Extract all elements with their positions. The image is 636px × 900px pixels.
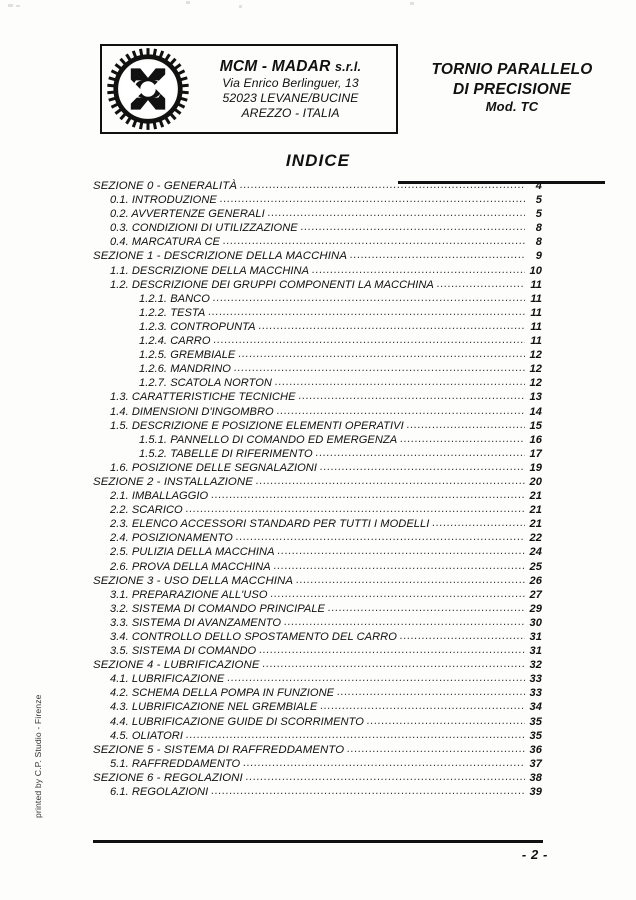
product-title-line-1: TORNIO PARALLELO bbox=[431, 61, 593, 78]
toc-leader-dots bbox=[296, 575, 525, 586]
toc-entry-label: 1.5.2. TABELLE DI RIFERIMENTO bbox=[139, 447, 313, 460]
company-identity-box bbox=[100, 44, 398, 134]
toc-entry-label: SEZIONE 3 - USO DELLA MACCHINA bbox=[93, 574, 294, 587]
toc-leader-dots bbox=[263, 659, 525, 670]
toc-entry-page: 12 bbox=[529, 377, 542, 390]
toc-entry-page: 11 bbox=[530, 292, 542, 305]
toc-entry-label: SEZIONE 0 - GENERALITÀ bbox=[93, 180, 237, 192]
toc-leader-dots bbox=[214, 335, 525, 346]
toc-entry[interactable] bbox=[110, 632, 542, 646]
toc-entry-page: 13 bbox=[529, 391, 542, 404]
toc-entry-label: 2.2. SCARICO bbox=[110, 504, 183, 517]
toc-entry[interactable] bbox=[110, 392, 542, 406]
toc-entry-page: 8 bbox=[535, 222, 542, 235]
product-title-block bbox=[404, 60, 620, 115]
toc-entry-page: 35 bbox=[529, 729, 542, 742]
toc-entry-label: 3.1. PREPARAZIONE ALL'USO bbox=[110, 588, 268, 601]
toc-leader-dots bbox=[240, 180, 525, 191]
toc-leader-dots bbox=[236, 532, 525, 543]
toc-leader-dots bbox=[320, 701, 525, 712]
toc-leader-dots bbox=[213, 293, 525, 304]
toc-entry[interactable] bbox=[139, 350, 542, 364]
toc-entry-label: SEZIONE 4 - LUBRIFICAZIONE bbox=[93, 659, 260, 672]
footer-divider-rule bbox=[93, 840, 543, 843]
toc-entry-label: 0.3. CONDIZIONI DI UTILIZZAZIONE bbox=[110, 222, 298, 235]
toc-entry-label: 6.1. REGOLAZIONI bbox=[110, 786, 209, 799]
toc-leader-dots bbox=[277, 406, 525, 417]
toc-entry[interactable] bbox=[110, 717, 542, 731]
toc-entry[interactable] bbox=[139, 449, 542, 463]
toc-leader-dots bbox=[211, 490, 525, 501]
toc-entry[interactable] bbox=[93, 660, 542, 674]
toc-leader-dots bbox=[312, 265, 525, 276]
toc-leader-dots bbox=[246, 772, 525, 783]
toc-entry-page: 26 bbox=[529, 574, 542, 587]
company-address-line-2: 52023 LEVANE/BUCINE bbox=[222, 91, 359, 106]
toc-leader-dots bbox=[186, 730, 525, 741]
toc-leader-dots bbox=[432, 518, 525, 529]
toc-entry[interactable] bbox=[139, 322, 542, 336]
toc-entry-page: 12 bbox=[529, 363, 542, 376]
toc-leader-dots bbox=[274, 561, 525, 572]
toc-leader-dots bbox=[400, 434, 525, 445]
toc-entry[interactable] bbox=[110, 547, 542, 561]
toc-entry-label: SEZIONE 2 - INSTALLAZIONE bbox=[93, 475, 253, 488]
company-name: MCM - MADAR s.r.l. bbox=[219, 57, 362, 75]
toc-entry-page: 10 bbox=[529, 264, 542, 277]
scan-artifact bbox=[16, 5, 20, 7]
toc-entry[interactable] bbox=[139, 364, 542, 378]
toc-entry-label: 3.2. SISTEMA DI COMANDO PRINCIPALE bbox=[110, 602, 325, 615]
toc-leader-dots bbox=[299, 391, 525, 402]
toc-entry[interactable] bbox=[93, 576, 542, 590]
toc-entry-page: 22 bbox=[529, 532, 542, 545]
toc-entry[interactable] bbox=[110, 195, 542, 209]
toc-entry-label: 1.5.1. PANNELLO DI COMANDO ED EMERGENZA bbox=[139, 433, 398, 446]
toc-entry[interactable] bbox=[110, 421, 542, 435]
toc-leader-dots bbox=[407, 420, 525, 431]
toc-entry-label: 4.2. SCHEMA DELLA POMPA IN FUNZIONE bbox=[110, 687, 335, 700]
toc-entry-page: 11 bbox=[530, 306, 542, 319]
toc-leader-dots bbox=[238, 349, 525, 360]
toc-entry-label: 1.2.2. TESTA bbox=[139, 306, 206, 319]
toc-entry[interactable] bbox=[93, 745, 542, 759]
toc-entry-page: 11 bbox=[530, 278, 542, 291]
toc-entry[interactable] bbox=[139, 308, 542, 322]
toc-leader-dots bbox=[208, 307, 525, 318]
toc-entry-page: 19 bbox=[529, 461, 542, 474]
toc-entry[interactable] bbox=[110, 407, 542, 421]
toc-entry-page: 24 bbox=[529, 546, 542, 559]
toc-entry-label: 0.4. MARCATURA CE bbox=[110, 236, 220, 249]
toc-entry[interactable] bbox=[110, 562, 542, 576]
toc-entry-label: 4.5. OLIATORI bbox=[110, 729, 183, 742]
toc-leader-dots bbox=[211, 786, 525, 797]
toc-entry-label: 1.2.4. CARRO bbox=[139, 335, 211, 348]
toc-leader-dots bbox=[367, 716, 525, 727]
toc-entry-label: 3.4. CONTROLLO DELLO SPOSTAMENTO DEL CARRO bbox=[110, 631, 397, 643]
toc-entry-page: 35 bbox=[529, 715, 542, 728]
toc-entry-page: 20 bbox=[529, 475, 542, 488]
toc-entry-page: 9 bbox=[535, 250, 542, 263]
toc-entry-label: 2.1. IMBALLAGGIO bbox=[110, 490, 209, 503]
toc-entry-label: 4.1. LUBRIFICAZIONE bbox=[110, 673, 225, 686]
toc-entry[interactable] bbox=[110, 209, 542, 223]
page-title: INDICE bbox=[285, 151, 351, 170]
toc-entry[interactable] bbox=[110, 646, 542, 660]
company-name-suffix: s.r.l. bbox=[334, 59, 362, 74]
toc-entry[interactable] bbox=[110, 280, 542, 294]
toc-leader-dots bbox=[400, 631, 525, 642]
toc-entry-label: 2.6. PROVA DELLA MACCHINA bbox=[110, 560, 271, 573]
toc-entry-label: 5.1. RAFFREDDAMENTO bbox=[110, 757, 241, 770]
toc-entry-label: 1.3. CARATTERISTICHE TECNICHE bbox=[110, 391, 296, 404]
toc-entry[interactable] bbox=[110, 702, 542, 716]
toc-entry-label: 3.5. SISTEMA DI COMANDO bbox=[110, 645, 257, 658]
toc-leader-dots bbox=[223, 236, 525, 247]
toc-entry-page: 11 bbox=[530, 335, 542, 348]
document-header bbox=[0, 44, 636, 140]
toc-entry-label: 1.5. DESCRIZIONE E POSIZIONE ELEMENTI OPERATIVI bbox=[110, 419, 404, 432]
footer-page-number: - 2 - bbox=[521, 847, 548, 862]
toc-leader-dots bbox=[259, 321, 525, 332]
printer-credit: printed by C.P. Studio - Firenze bbox=[33, 694, 43, 818]
scan-artifact bbox=[8, 4, 13, 7]
toc-entry[interactable] bbox=[110, 759, 542, 773]
toc-entry-label: 1.2.5. GREMBIALE bbox=[139, 349, 236, 362]
toc-entry[interactable] bbox=[110, 223, 542, 237]
toc-entry-label: 4.3. LUBRIFICAZIONE NEL GREMBIALE bbox=[110, 701, 318, 714]
toc-entry-page: 4 bbox=[535, 180, 542, 192]
toc-entry-page: 21 bbox=[529, 518, 542, 531]
toc-entry-label: SEZIONE 5 - SISTEMA DI RAFFREDDAMENTO bbox=[93, 743, 345, 756]
toc-entry-label: 1.2.1. BANCO bbox=[139, 292, 210, 305]
company-text-block bbox=[191, 57, 396, 122]
toc-entry[interactable] bbox=[139, 336, 542, 350]
toc-entry[interactable] bbox=[110, 491, 542, 505]
toc-entry[interactable] bbox=[93, 251, 542, 265]
toc-entry[interactable] bbox=[110, 266, 542, 280]
toc-entry-page: 14 bbox=[529, 405, 542, 418]
toc-entry-label: 1.2. DESCRIZIONE DEI GRUPPI COMPONENTI LA MACCHINA bbox=[110, 278, 434, 291]
company-address-line-3: AREZZO - ITALIA bbox=[241, 106, 340, 121]
toc-entry[interactable] bbox=[139, 294, 542, 308]
toc-entry-page: 5 bbox=[535, 194, 542, 207]
toc-entry-label: SEZIONE 6 - REGOLAZIONI bbox=[93, 771, 243, 784]
toc-entry[interactable] bbox=[93, 477, 542, 491]
toc-entry-page: 25 bbox=[529, 560, 542, 573]
toc-entry-page: 29 bbox=[529, 602, 542, 615]
toc-leader-dots bbox=[328, 603, 525, 614]
toc-entry[interactable] bbox=[93, 773, 542, 787]
toc-leader-dots bbox=[234, 363, 525, 374]
toc-entry-page: 5 bbox=[535, 208, 542, 221]
gear-monogram-logo-icon bbox=[105, 46, 191, 132]
toc-leader-dots bbox=[316, 448, 525, 459]
toc-leader-dots bbox=[278, 546, 525, 557]
toc-leader-dots bbox=[256, 476, 525, 487]
toc-entry-label: 1.6. POSIZIONE DELLE SEGNALAZIONI bbox=[110, 461, 317, 474]
toc-entry-label: 0.1. INTRODUZIONE bbox=[110, 194, 217, 207]
toc-entry[interactable] bbox=[110, 505, 542, 519]
toc-leader-dots bbox=[243, 758, 525, 769]
toc-leader-dots bbox=[320, 462, 525, 473]
toc-entry[interactable] bbox=[110, 519, 542, 533]
scan-artifact bbox=[186, 1, 190, 4]
toc-entry-page: 39 bbox=[529, 786, 542, 799]
toc-entry-page: 16 bbox=[529, 433, 542, 446]
toc-entry[interactable] bbox=[110, 604, 542, 618]
toc-entry[interactable] bbox=[93, 181, 542, 195]
toc-leader-dots bbox=[347, 744, 525, 755]
toc-leader-dots bbox=[268, 208, 525, 219]
toc-leader-dots bbox=[284, 617, 525, 628]
product-model: Mod. TC bbox=[485, 99, 539, 115]
toc-entry[interactable] bbox=[139, 378, 542, 392]
table-of-contents bbox=[93, 181, 542, 801]
toc-entry-page: 30 bbox=[529, 616, 542, 629]
toc-entry-page: 31 bbox=[529, 631, 542, 643]
company-address-line-1: Via Enrico Berlinguer, 13 bbox=[222, 75, 359, 90]
toc-entry-page: 33 bbox=[529, 687, 542, 700]
toc-entry-page: 17 bbox=[529, 447, 542, 460]
toc-entry-page: 38 bbox=[529, 771, 542, 784]
toc-entry[interactable] bbox=[110, 533, 542, 547]
toc-entry[interactable] bbox=[110, 674, 542, 688]
toc-entry-label: 4.4. LUBRIFICAZIONE GUIDE DI SCORRIMENTO bbox=[110, 715, 364, 728]
toc-entry-label: 1.1. DESCRIZIONE DELLA MACCHINA bbox=[110, 264, 310, 277]
toc-leader-dots bbox=[259, 645, 525, 656]
toc-entry[interactable] bbox=[110, 688, 542, 702]
toc-entry-page: 8 bbox=[535, 236, 542, 249]
toc-entry-label: 0.2. AVVERTENZE GENERALI bbox=[110, 208, 265, 221]
toc-leader-dots bbox=[437, 279, 525, 290]
toc-entry-page: 36 bbox=[529, 743, 542, 756]
toc-entry[interactable] bbox=[110, 463, 542, 477]
toc-entry-label: 2.3. ELENCO ACCESSORI STANDARD PER TUTTI I MODELLI bbox=[110, 518, 430, 531]
toc-leader-dots bbox=[337, 687, 525, 698]
toc-entry[interactable] bbox=[110, 731, 542, 745]
toc-entry-label: 2.4. POSIZIONAMENTO bbox=[110, 532, 233, 545]
toc-leader-dots bbox=[271, 589, 526, 600]
toc-entry-page: 34 bbox=[529, 701, 542, 714]
toc-entry-label: 1.4. DIMENSIONI D'INGOMBRO bbox=[110, 405, 274, 418]
scan-artifact bbox=[410, 2, 414, 5]
toc-entry-page: 21 bbox=[529, 490, 542, 503]
toc-entry[interactable] bbox=[110, 590, 542, 604]
toc-entry-page: 27 bbox=[529, 588, 542, 601]
toc-entry-page: 31 bbox=[529, 645, 542, 658]
toc-entry-page: 37 bbox=[529, 757, 542, 770]
toc-entry[interactable] bbox=[110, 237, 542, 251]
toc-entry[interactable] bbox=[110, 787, 542, 801]
toc-leader-dots bbox=[350, 250, 525, 261]
product-title-line-2: DI PRECISIONE bbox=[452, 80, 571, 98]
toc-entry-page: 33 bbox=[529, 673, 542, 686]
toc-leader-dots bbox=[301, 222, 525, 233]
toc-leader-dots bbox=[227, 673, 525, 684]
toc-entry-label: 1.2.3. CONTROPUNTA bbox=[139, 320, 256, 333]
toc-leader-dots bbox=[275, 377, 525, 388]
toc-entry-label: 2.5. PULIZIA DELLA MACCHINA bbox=[110, 546, 275, 559]
toc-entry-label: 1.2.7. SCATOLA NORTON bbox=[139, 377, 272, 390]
toc-entry-page: 11 bbox=[530, 320, 542, 333]
toc-entry-label: 1.2.6. MANDRINO bbox=[139, 363, 231, 376]
toc-entry-page: 15 bbox=[529, 419, 542, 432]
scan-artifact bbox=[239, 5, 242, 8]
toc-entry[interactable] bbox=[110, 618, 542, 632]
toc-entry[interactable] bbox=[139, 435, 542, 449]
toc-leader-dots bbox=[186, 504, 525, 515]
toc-leader-dots bbox=[220, 194, 525, 205]
toc-entry-page: 32 bbox=[529, 659, 542, 672]
toc-entry-label: SEZIONE 1 - DESCRIZIONE DELLA MACCHINA bbox=[93, 250, 348, 263]
toc-entry-page: 21 bbox=[529, 504, 542, 517]
toc-entry-label: 3.3. SISTEMA DI AVANZAMENTO bbox=[110, 616, 282, 629]
toc-entry-page: 12 bbox=[529, 349, 542, 362]
